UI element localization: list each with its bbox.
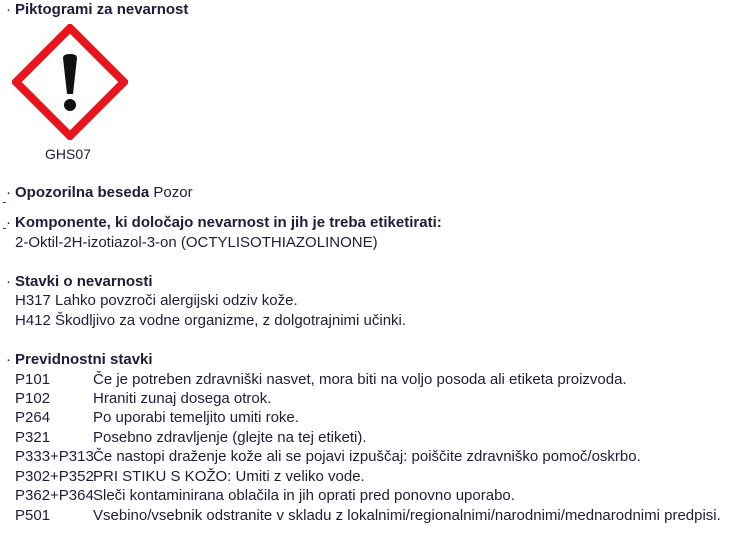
pictograms-title: · Piktogrami za nevarnost [6, 1, 189, 18]
hazard-statement: H412 Škodljivo za vodne organizme, z dolgotrajnimi učinki. [15, 312, 407, 329]
statement-code: P302+P352 [15, 468, 94, 485]
hazard-statements-title: · Stavki o nevarnosti [6, 273, 153, 290]
pictogram-label: GHS07 [45, 146, 91, 162]
exclamation-mark-diamond-icon [12, 24, 128, 140]
statement-text: Sleči kontaminirana oblačila in jih oprati pred ponovno uporabo. [93, 487, 515, 504]
margin-mark [3, 202, 6, 203]
statement-text: PRI STIKU S KOŽO: Umiti z veliko vode. [93, 468, 365, 485]
statement-code: P501 [15, 507, 51, 524]
statement-code: P362+P364 [15, 487, 94, 504]
hazard-statement: H317 Lahko povzroči alergijski odziv kože. [15, 292, 298, 309]
precautionary-statement [15, 428, 367, 447]
precautionary-statements-title: · Previdnostni stavki [6, 351, 153, 368]
precautionary-statement [15, 486, 515, 505]
statement-code: P264 [15, 409, 51, 426]
statement-code: P101 [15, 371, 51, 388]
precautionary-statement [15, 447, 641, 466]
statement-text: Vsebino/vsebnik odstranite v skladu z lokalnimi/regionalnimi/narodnimi/mednarodnimi predpisi. [93, 507, 721, 524]
precautionary-statement [15, 408, 299, 427]
precautionary-statement [15, 389, 271, 408]
statement-text: Hraniti zunaj dosega otrok. [93, 390, 272, 407]
components-title: · Komponente, ki določajo nevarnost in jih je treba etiketirati: [6, 214, 442, 231]
statement-code: P102 [15, 390, 51, 407]
statement-text: Če nastopi draženje kože ali se pojavi izpuščaj: poiščite zdravniško pomoč/oskrbo. [93, 448, 641, 465]
signal-word-value: Pozor [153, 184, 193, 201]
precautionary-statement [15, 506, 721, 525]
statement-code: P333+P313 [15, 448, 94, 465]
statement-text: Če je potreben zdravniški nasvet, mora biti na voljo posoda ali etiketa proizvoda. [93, 371, 627, 388]
precautionary-statement [15, 467, 365, 486]
statement-code: P321 [15, 429, 51, 446]
precautionary-statement [15, 370, 627, 389]
statement-text: Po uporabi temeljito umiti roke. [93, 409, 299, 426]
signal-word: · Opozorilna beseda Pozor [6, 184, 193, 201]
statement-text: Posebno zdravljenje (glejte na tej etiketi). [93, 429, 367, 446]
components-value: 2-Oktil-2H-izotiazol-3-on (OCTYLISOTHIAZOLINONE) [15, 234, 378, 251]
